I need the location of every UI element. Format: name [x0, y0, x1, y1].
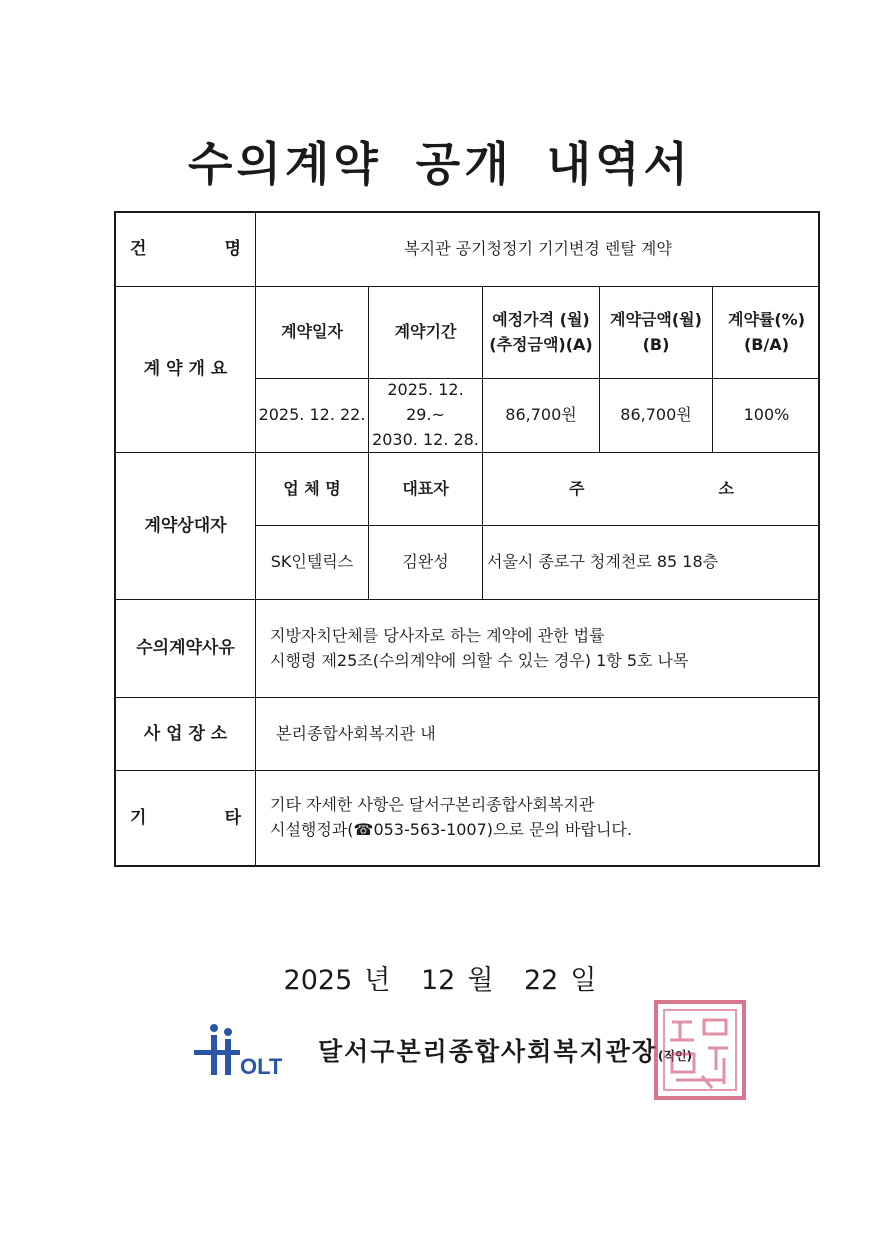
header-contract-rate-line2: (B/A)	[743, 334, 790, 354]
header-contract-amount-line1: 계약금액(월)	[610, 309, 702, 329]
contract-table	[114, 211, 820, 867]
header-contract-amount-line2: (B)	[642, 334, 670, 354]
other-text	[256, 771, 820, 865]
date-month-unit: 월	[467, 965, 494, 996]
header-contract-rate-line1: 계약률(%)	[727, 309, 806, 329]
signature-block	[190, 1018, 790, 1098]
representative-name: 김완성	[402, 552, 449, 572]
address: 서울시 종로구 청계천로 85 18층	[487, 552, 719, 572]
header-estimated-price-line2: (추정금액)(A)	[489, 334, 593, 354]
document-title: 수의계약 공개 내역서	[188, 137, 692, 191]
name-label-left: 건	[130, 239, 147, 260]
issue-date	[0, 958, 880, 997]
location-label: 사 업 장 소	[116, 698, 255, 770]
contract-rate: 100%	[743, 405, 790, 425]
header-contract-rate	[713, 287, 820, 378]
reason-label: 수의계약사유	[116, 600, 255, 697]
contract-period-end: 2030. 12. 28.	[372, 429, 479, 449]
contract-period	[369, 379, 482, 452]
header-address-right: 소	[718, 478, 734, 498]
reason-line1: 지방자치단체를 당사자로 하는 계약에 관한 법률	[270, 625, 605, 645]
date-month: 12	[420, 965, 456, 996]
organization-logo	[190, 1022, 300, 1078]
other-label-right: 타	[224, 807, 241, 828]
contract-amount: 86,700원	[620, 405, 692, 425]
other-line2: 시설행정과(☎053-563-1007)으로 문의 바랍니다.	[270, 820, 632, 839]
other-line1: 기타 자세한 사항은 달서구본리종합사회복지관	[270, 795, 595, 815]
header-contract-date: 계약일자	[281, 322, 343, 342]
organization-name	[318, 1032, 692, 1068]
name-label	[116, 213, 255, 286]
company-name: SK인텔릭스	[270, 552, 354, 572]
header-address-left: 주	[569, 478, 585, 498]
header-contract-amount	[600, 287, 712, 378]
organization-name-text: 달서구본리종합사회복지관장	[318, 1037, 658, 1066]
official-seal	[652, 998, 748, 1102]
seal-note: (직인)	[657, 1049, 693, 1063]
contract-name: 복지관 공기청정기 기기변경 렌탈 계약	[404, 239, 672, 259]
date-day-unit: 일	[570, 965, 597, 996]
other-label	[116, 771, 255, 865]
date-day: 22	[524, 965, 559, 996]
name-label-right: 명	[224, 239, 241, 260]
header-address	[483, 453, 820, 525]
contract-date: 2025. 12. 22.	[258, 405, 366, 425]
header-contract-period: 계약기간	[394, 322, 457, 342]
header-estimated-price-line1: 예정가격 (월)	[492, 309, 590, 329]
date-year-unit: 년	[364, 965, 391, 996]
reason-text	[256, 600, 820, 697]
header-company: 업 체 명	[283, 478, 341, 498]
overview-label: 계 약 개 요	[116, 287, 255, 452]
counterparty-label: 계약상대자	[116, 453, 255, 599]
other-label-left: 기	[130, 807, 147, 828]
reason-line2: 시행령 제25조(수의계약에 의할 수 있는 경우) 1항 5호 나목	[270, 650, 689, 670]
estimated-price: 86,700원	[505, 405, 577, 425]
contract-period-start: 2025. 12. 29.~	[387, 380, 464, 425]
date-year: 2025	[283, 965, 353, 996]
header-estimated-price	[483, 287, 599, 378]
location-value: 본리종합사회복지관 내	[276, 723, 436, 743]
logo-text: OLT	[240, 1054, 283, 1078]
header-representative: 대표자	[402, 478, 449, 498]
